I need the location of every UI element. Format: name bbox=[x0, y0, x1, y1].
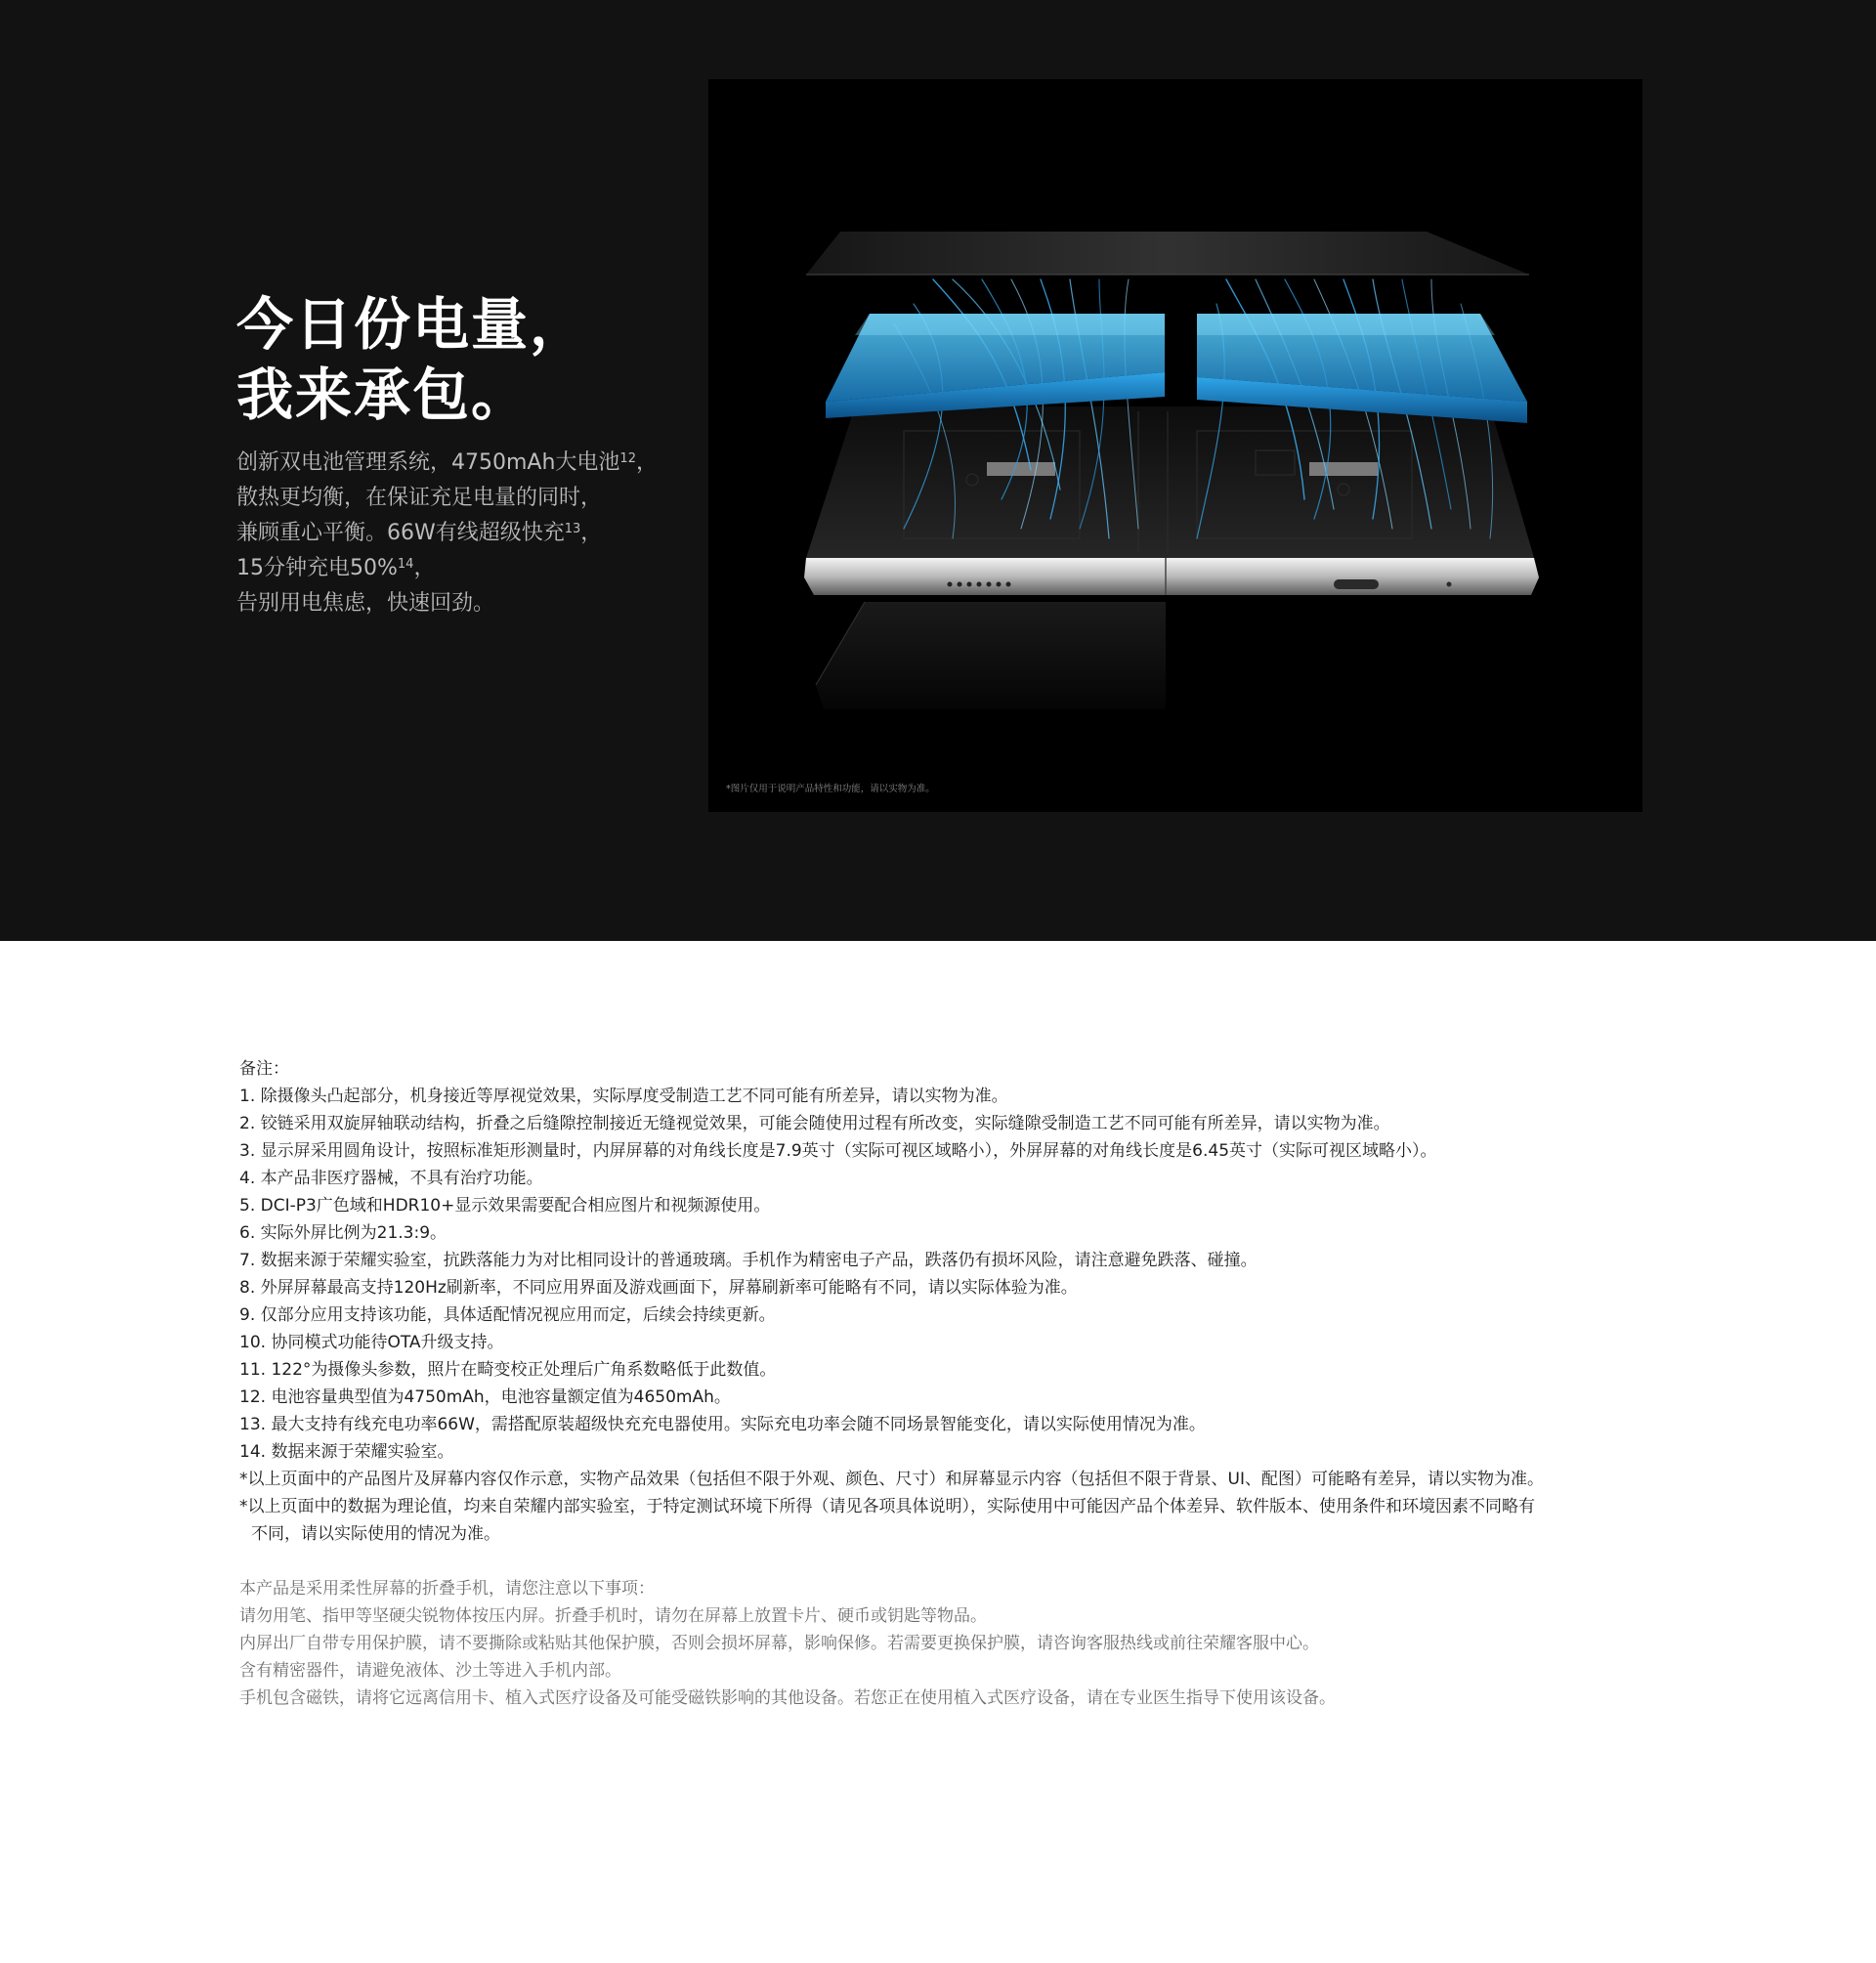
exploded-phone-illustration bbox=[708, 79, 1642, 812]
desc-line-1: 创新双电池管理系统，4750mAh大电池$^{12}$， bbox=[236, 450, 658, 475]
care-item-pressure: 请勿用笔、指甲等坚硬尖锐物体按压内屏。折叠手机时，请勿在屏幕上放置卡片、硬币或钥匙等物品。 bbox=[239, 1606, 987, 1626]
battery-hero-section bbox=[0, 0, 1876, 941]
note-item-9: 9. 仅部分应用支持该功能，具体适配情况视应用而定，后续会持续更新。 bbox=[239, 1305, 776, 1325]
note-item-3: 3. 显示屏采用圆角设计，按照标准矩形测量时，内屏屏幕的对角线长度是7.9英寸（实际可视区域略小），外屏屏幕的对角线长度是6.45英寸（实际可视区域略小）。 bbox=[239, 1141, 1437, 1161]
footnote-ref-14: 14 bbox=[397, 557, 414, 572]
hero-headline bbox=[236, 289, 588, 430]
headline-line-1: 今日份电量， bbox=[236, 291, 589, 358]
footnote-ref-12: 12 bbox=[619, 451, 636, 466]
foldable-care-section bbox=[239, 1575, 1336, 1712]
care-item-magnet: 手机包含磁铁，请将它远离信用卡、植入式医疗设备及可能受磁铁影响的其他设备。若您正在使用植入式医疗设备，请在专业医生指导下使用该设备。 bbox=[239, 1688, 1336, 1708]
footnotes-section bbox=[239, 1055, 1646, 1548]
note-item-5: 5. DCI-P3广色域和HDR10+显示效果需要配合相应图片和视频源使用。 bbox=[239, 1196, 771, 1216]
note-item-13: 13. 最大支持有线充电功率66W，需搭配原装超级快充充电器使用。实际充电功率会随不同场景智能变化，请以实际使用情况为准。 bbox=[239, 1415, 1206, 1434]
care-intro: 本产品是采用柔性屏幕的折叠手机，请您注意以下事项： bbox=[239, 1579, 655, 1599]
note-disclaimer-data-cont: 不同，请以实际使用的情况为准。 bbox=[251, 1524, 500, 1544]
footnote-ref-13: 13 bbox=[564, 522, 581, 536]
desc-line-2: 散热更均衡，在保证充足电量的同时， bbox=[236, 486, 603, 510]
note-item-6: 6. 实际外屏比例为21.3:9。 bbox=[239, 1223, 448, 1243]
note-disclaimer-images: *以上页面中的产品图片及屏幕内容仅作示意，实物产品效果（包括但不限于外观、颜色、尺寸）和屏幕显示内容（包括但不限于背景、UI、配图）可能略有差异，请以实物为准。 bbox=[239, 1470, 1544, 1489]
care-item-liquid: 含有精密器件，请避免液体、沙土等进入手机内部。 bbox=[239, 1661, 621, 1681]
note-item-4: 4. 本产品非医疗器械，不具有治疗功能。 bbox=[239, 1169, 543, 1188]
image-disclaimer: *图片仅用于说明产品特性和功能，请以实物为准。 bbox=[726, 784, 935, 794]
desc-line-3: 兼顾重心平衡。66W有线超级快充$^{13}$， bbox=[236, 521, 603, 545]
desc-line-5: 告别用电焦虑，快速回劲。 bbox=[236, 591, 495, 616]
note-item-14: 14. 数据来源于荣耀实验室。 bbox=[239, 1442, 454, 1462]
dual-battery-product-image bbox=[708, 79, 1642, 812]
care-item-protector: 内屏出厂自带专用保护膜，请不要撕除或粘贴其他保护膜，否则会损坏屏幕，影响保修。若需要更换保护膜，请咨询客服热线或前往荣耀客服中心。 bbox=[239, 1634, 1319, 1653]
note-item-11: 11. 122°为摄像头参数，照片在畸变校正处理后广角系数略低于此数值。 bbox=[239, 1360, 777, 1380]
desc-line-4: 15分钟充电50%$^{14}$， bbox=[236, 556, 436, 580]
notes-title: 备注： bbox=[239, 1059, 289, 1079]
note-item-1: 1. 除摄像头凸起部分，机身接近等厚视觉效果，实际厚度受制造工艺不同可能有所差异，请以实物为准。 bbox=[239, 1087, 1008, 1106]
note-item-2: 2. 铰链采用双旋屏轴联动结构，折叠之后缝隙控制接近无缝视觉效果，可能会随使用过程有所改变，实际缝隙受制造工艺不同可能有所差异，请以实物为准。 bbox=[239, 1114, 1390, 1133]
headline-line-2: 我来承包。 bbox=[236, 362, 531, 428]
note-item-10: 10. 协同模式功能待OTA升级支持。 bbox=[239, 1333, 504, 1352]
hero-description bbox=[236, 446, 658, 621]
note-disclaimer-data: *以上页面中的数据为理论值，均来自荣耀内部实验室，于特定测试环境下所得（请见各项具体说明），实际使用中可能因产品个体差异、软件版本、使用条件和环境因素不同略有 bbox=[239, 1497, 1535, 1516]
note-item-8: 8. 外屏屏幕最高支持120Hz刷新率，不同应用界面及游戏画面下，屏幕刷新率可能略有不同，请以实际体验为准。 bbox=[239, 1278, 1078, 1298]
note-item-7: 7. 数据来源于荣耀实验室，抗跌落能力为对比相同设计的普通玻璃。手机作为精密电子产品，跌落仍有损坏风险，请注意避免跌落、碰撞。 bbox=[239, 1251, 1258, 1270]
note-item-12: 12. 电池容量典型值为4750mAh，电池容量额定值为4650mAh。 bbox=[239, 1387, 731, 1407]
